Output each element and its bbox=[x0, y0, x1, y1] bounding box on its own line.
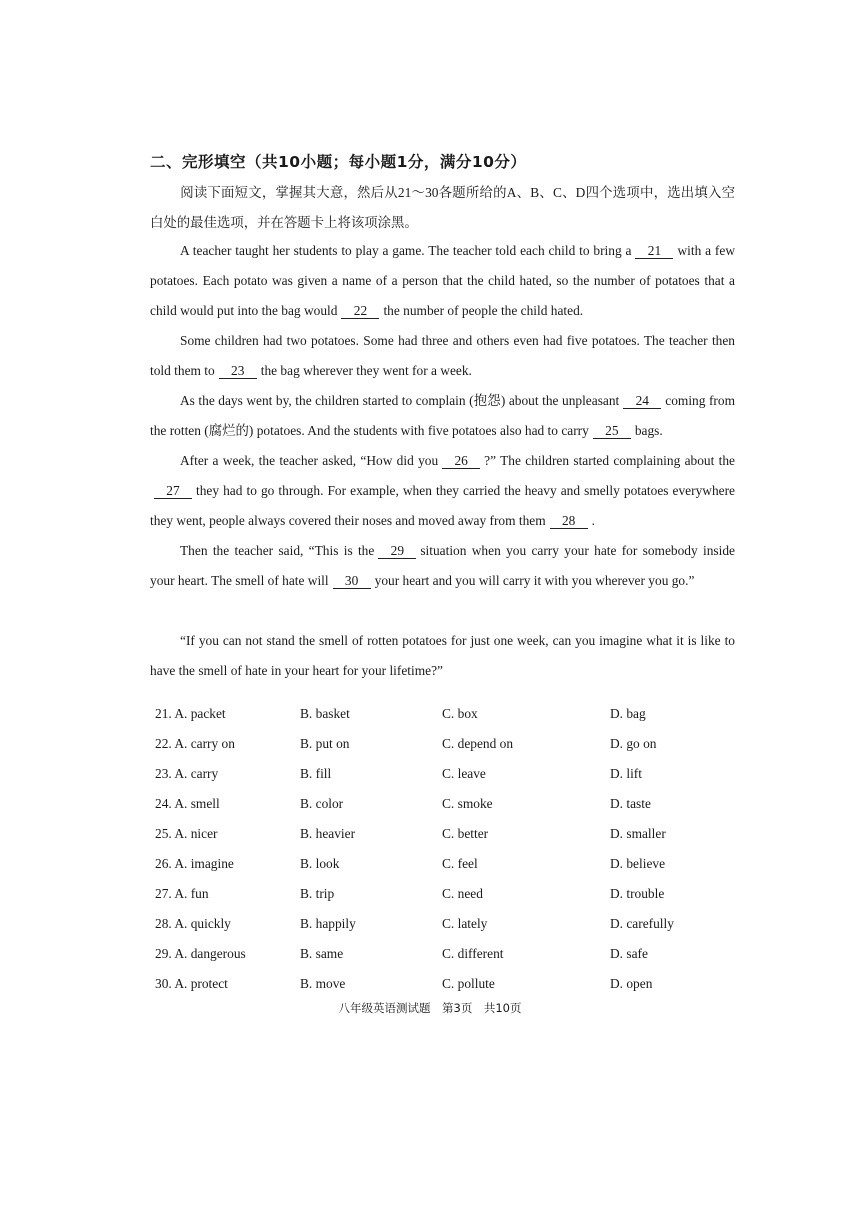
blank-29: 29 bbox=[378, 544, 416, 559]
option-c: C. smoke bbox=[442, 796, 493, 811]
option-row-21 bbox=[155, 700, 735, 730]
blank-23: 23 bbox=[219, 364, 257, 379]
option-b: B. fill bbox=[300, 766, 332, 781]
blank-27: 27 bbox=[154, 484, 192, 499]
option-b: B. color bbox=[300, 796, 344, 811]
option-a: 25. A. nicer bbox=[155, 826, 218, 841]
option-a: 30. A. protect bbox=[155, 976, 228, 991]
option-c: C. depend on bbox=[442, 736, 514, 751]
option-row-25 bbox=[155, 820, 735, 850]
section-instruction: 阅读下面短文，掌握其大意，然后从21～30各题所给的A、B、C、D四个选项中，选出填入空白处的最佳选项，并在答题卡上将该项涂黑。 bbox=[150, 185, 735, 230]
option-a: 29. A. dangerous bbox=[155, 946, 246, 961]
blank-30: 30 bbox=[333, 574, 371, 589]
option-b: B. move bbox=[300, 976, 346, 991]
option-c: C. different bbox=[442, 946, 504, 961]
section-heading: 二、完形填空（共10小题；每小题1分，满分10分） bbox=[150, 153, 527, 171]
passage-paragraph-3: As the days went by, the children started to complain (抱怨) about the unpleasant 24 coming from the rotten (腐烂的) potatoes. And the students with five potatoes also had to carry 25 bags. bbox=[150, 393, 736, 438]
blank-22: 22 bbox=[341, 304, 379, 319]
option-a: 21. A. packet bbox=[155, 706, 226, 721]
option-row-22 bbox=[155, 730, 735, 760]
option-a: 28. A. quickly bbox=[155, 916, 231, 931]
answer-options bbox=[155, 700, 735, 1000]
option-d: D. carefully bbox=[610, 916, 674, 931]
blank-24: 24 bbox=[623, 394, 661, 409]
option-row-23 bbox=[155, 760, 735, 790]
option-a: 27. A. fun bbox=[155, 886, 209, 901]
blank-26: 26 bbox=[442, 454, 480, 469]
option-b: B. basket bbox=[300, 706, 350, 721]
blank-21: 21 bbox=[635, 244, 673, 259]
option-d: D. smaller bbox=[610, 826, 666, 841]
option-b: B. happily bbox=[300, 916, 356, 931]
option-d: D. trouble bbox=[610, 886, 665, 901]
passage-paragraph-6: “If you can not stand the smell of rotten potatoes for just one week, can you imagine what it is like to have the smell of hate in your heart for your lifetime?” bbox=[150, 633, 735, 678]
option-d: D. lift bbox=[610, 766, 642, 781]
passage-paragraph-5: Then the teacher said, “This is the 29 situation when you carry your hate for somebody inside your heart. The smell of hate will 30 your heart and you will carry it with you wherever you go.” bbox=[150, 543, 735, 588]
option-row-27 bbox=[155, 880, 735, 910]
passage-paragraph-1: A teacher taught her students to play a game. The teacher told each child to bring a 21 with a few potatoes. Each potato was given a name of a person that the child hated, so the number of potatoes that a child would put into the bag would 22 the number of people the child hated. bbox=[150, 243, 735, 318]
option-c: C. lately bbox=[442, 916, 488, 931]
option-d: D. believe bbox=[610, 856, 666, 871]
option-a: 24. A. smell bbox=[155, 796, 220, 811]
option-c: C. leave bbox=[442, 766, 486, 781]
blank-25: 25 bbox=[593, 424, 631, 439]
option-d: D. taste bbox=[610, 796, 651, 811]
page-footer: 八年级英语测试题 第3页 共10页 bbox=[338, 1001, 522, 1015]
blank-28: 28 bbox=[550, 514, 588, 529]
option-b: B. same bbox=[300, 946, 344, 961]
option-c: C. better bbox=[442, 826, 489, 841]
passage-paragraph-4: After a week, the teacher asked, “How did you 26 ?” The children started complaining about the27 they had to go through. For example, when they carried the heavy and smelly potatoes everywhere they went, people always covered their noses and moved away from them 28 . bbox=[150, 453, 735, 528]
option-d: D. go on bbox=[610, 736, 657, 751]
option-c: C. feel bbox=[442, 856, 478, 871]
option-row-29 bbox=[155, 940, 735, 970]
option-a: 26. A. imagine bbox=[155, 856, 234, 871]
option-b: B. heavier bbox=[300, 826, 356, 841]
passage-paragraph-2: Some children had two potatoes. Some had three and others even had five potatoes. The teacher then told them to 23 the bag wherever they went for a week. bbox=[150, 333, 735, 378]
option-row-26 bbox=[155, 850, 735, 880]
option-d: D. bag bbox=[610, 706, 646, 721]
option-row-28 bbox=[155, 910, 735, 940]
option-d: D. open bbox=[610, 976, 653, 991]
option-b: B. look bbox=[300, 856, 340, 871]
option-b: B. put on bbox=[300, 736, 350, 751]
option-d: D. safe bbox=[610, 946, 648, 961]
option-c: C. pollute bbox=[442, 976, 495, 991]
option-row-30 bbox=[155, 970, 735, 1000]
option-row-24 bbox=[155, 790, 735, 820]
option-c: C. need bbox=[442, 886, 483, 901]
option-a: 23. A. carry bbox=[155, 766, 219, 781]
option-c: C. box bbox=[442, 706, 478, 721]
option-b: B. trip bbox=[300, 886, 335, 901]
option-a: 22. A. carry on bbox=[155, 736, 235, 751]
